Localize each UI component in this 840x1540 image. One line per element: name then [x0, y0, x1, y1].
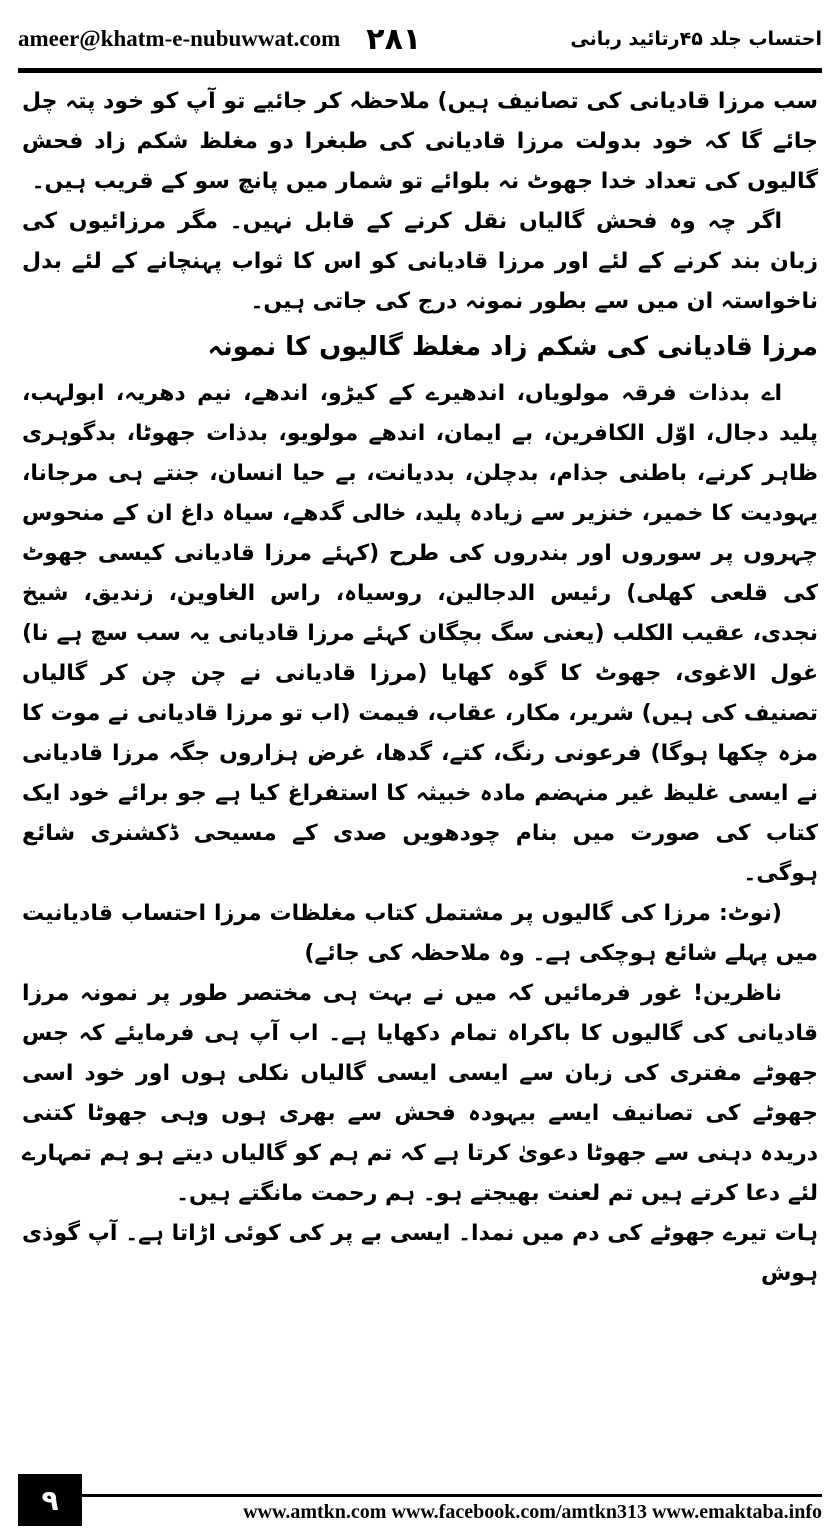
page-footer — [18, 1466, 822, 1526]
footer-right — [82, 1494, 822, 1526]
header-email: ameer@khatm-e-nubuwwat.com — [18, 26, 341, 51]
header-page-number: ۲۸۱ — [366, 21, 422, 57]
header-left — [18, 22, 421, 57]
insult-paragraph: اے بدذات فرقہ مولویاں، اندھیرے کے کیڑو، اندھے، نیم دھریہ، ابولہب، پلید دجال، اوّل الکافرین، بے ایمان، اندھے مولویو، بدذات جھوٹا، بدگوہری ظاہر کرنے، باطنی جذام، بدچلن، بددیانت، بے حیا انسان، جنتے ہی مرجانا، یہودیت کا خمیر، خنزیر سے زیادہ پلید، خالی گدھے، سیاہ داغ ان کے منحوس چہروں پر سوروں اور بندروں کی طرح (کہئے مرزا قادیانی کیسی جھوٹ کی قلعی کھلی) رئیس الدجالین، روسیاہ، راس الغاوین، زندیق، شیخ نجدی، عقیب الکلب (یعنی سگ بچگان کہئے مرزا قادیانی یہ سب سچ ہے نا) غول الاغوی، جھوٹ کا گوہ کھایا (مرزا قادیانی نے چن چن کر گالیاں تصنیف کی ہیں) شریر، مکار، عقاب، فیمت (اب تو مرزا قادیانی نے موت کا مزہ چکھا ہوگا) فرعونی رنگ، کتے، گدھا، غرض ہزاروں جگہ مرزا قادیانی نے ایسی غلیظ غیر منہضم مادہ خبیثہ کا استفراغ کیا ہے جو برائے خود ایک کتاب کی صورت میں بنام چودھویں صدی کے مسیحی ڈکشنری شائع ہوگی۔ — [22, 381, 818, 886]
header-divider — [18, 68, 822, 73]
page-header — [18, 14, 822, 64]
page-body — [22, 82, 818, 1448]
header-book-title: احتساب جلد ۴۵رتائید ربانی — [570, 28, 822, 50]
section-heading: مرزا قادیانی کی شکم زاد مغلظ گالیوں کا نمونہ — [207, 332, 818, 362]
body-paragraph-1: سب مرزا قادیانی کی تصانیف ہیں) ملاحظہ کر جائیے تو آپ کو خود پتہ چل جائے گا کہ خود بدولت مرزا قادیانی کی طبغرا دو مغلظ شکم زاد فحش گالیوں کی تعداد خدا جھوٹ نہ بلوائے تو شمار میں پانچ سو کے قریب ہیں۔ — [22, 89, 818, 194]
footer-links: www.amtkn.com www.facebook.com/amtkn313 www.emaktaba.info — [243, 1501, 822, 1523]
footer-sheet-number: ۹ — [18, 1474, 82, 1526]
body-paragraph-2: اگر چہ وہ فحش گالیاں نقل کرنے کے قابل نہیں۔ مگر مرزائیوں کی زبان بند کرنے کے لئے اور مرزا قادیانی کو اس کا ثواب پہنچانے کے لئے بدل ناخواستہ ان میں سے بطور نمونہ درج کی جاتی ہیں۔ — [22, 209, 818, 314]
last-line: ہات تیرے جھوٹے کی دم میں نمدا۔ ایسی بے پر کی کوئی اڑاتا ہے۔ آپ گوذی ہوش — [22, 1221, 818, 1286]
footer-divider — [82, 1494, 822, 1497]
note-paragraph: (نوٹ: مرزا کی گالیوں پر مشتمل کتاب مغلظات مرزا احتساب قادیانیت میں پہلے شائع ہوچکی ہے۔ وہ ملاحظہ کی جائے) — [22, 901, 818, 966]
closing-paragraph: ناظرین! غور فرمائیں کہ میں نے بہت ہی مختصر طور پر نمونہ مرزا قادیانی کی گالیوں کا باکراہ تمام دکھایا ہے۔ اب آپ ہی فرمایئے کہ جس جھوٹے مفتری کی زبان سے ایسی ایسی گالیاں نکلی ہوں اور خود اسی جھوٹے کی تصانیف ایسے بیہودہ فحش سے بھری ہوں وہی جھوٹا کتنی دریدہ دہنی سے جھوٹا دعویٰ کرتا ہے کہ تم ہم کو گالیاں دیتے ہو ہم تمہارے لئے دعا کرتے ہیں تم لعنت بھیجتے ہو۔ ہم رحمت مانگتے ہیں۔ — [22, 981, 818, 1206]
